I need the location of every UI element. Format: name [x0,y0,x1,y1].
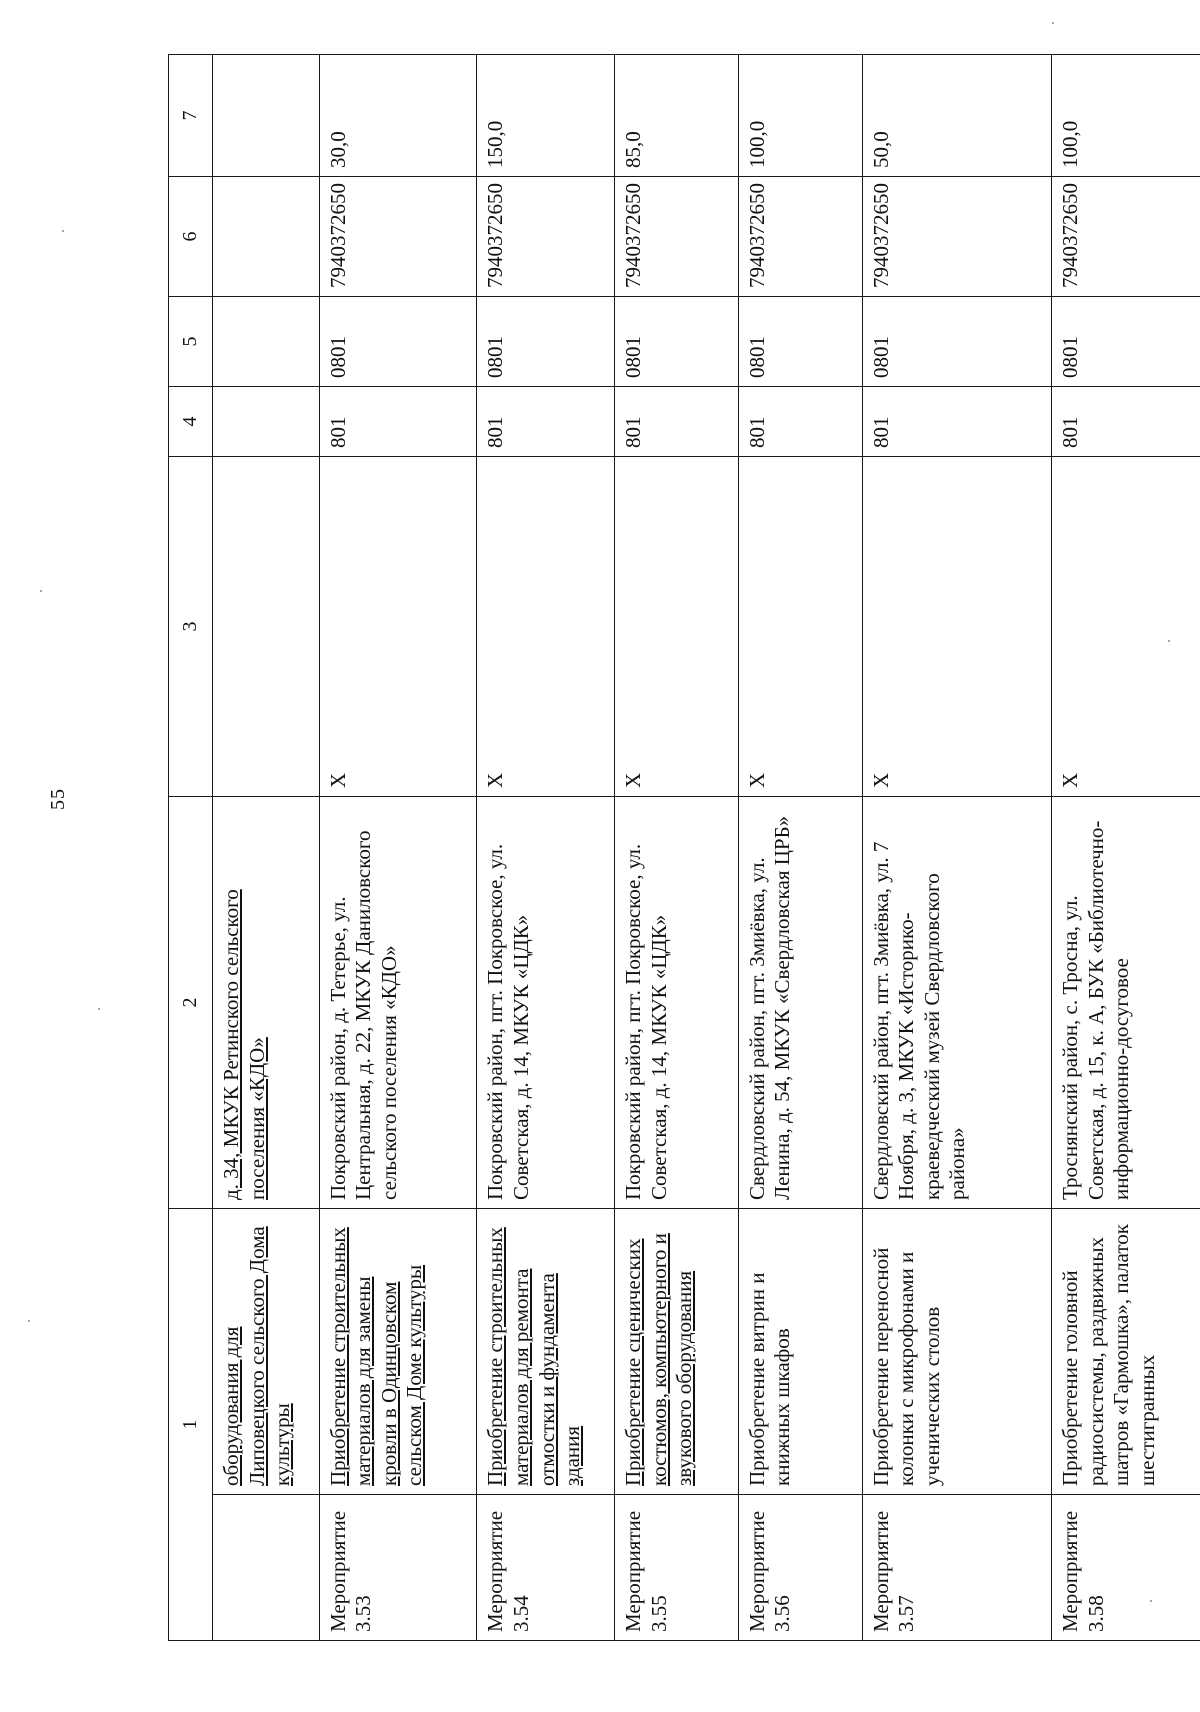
cell-code-6: 7940372650 [738,177,862,297]
scan-speck [1150,1600,1152,1602]
cell-mark: X [319,457,477,797]
event-number: Мероприятие 3.53 [319,1495,477,1641]
event-number: Мероприятие 3.57 [862,1495,1051,1641]
col-header-2: 2 [169,797,213,1209]
event-address: Покровский район, пгт. Покровское, ул. Советская, д. 14, МКУК «ЦДК» [477,797,615,1209]
col-header-4: 4 [169,387,213,457]
cell-amount: 50,0 [862,55,1051,177]
cell-code-6: 7940372650 [319,177,477,297]
cell-mark: X [477,457,615,797]
cell-code-5: 0801 [319,297,477,387]
scan-speck [62,230,64,232]
event-number: Мероприятие 3.58 [1052,1495,1200,1641]
cell-mark: X [615,457,739,797]
event-address: Свердловский район, пгт. Змиёвка, ул. 7 Ноября, д. 3, МКУК «Историко-краеведческий музей Свердловского района» [862,797,1051,1209]
table-row [213,55,320,1641]
table-row [862,55,1051,1641]
cell-code-5: 0801 [1052,297,1200,387]
cell-code-4: 801 [738,387,862,457]
event-description: Приобретение строительных материалов для ремонта отмостки и фундамента здания [477,1209,615,1495]
event-description: Приобретение головной радиосистемы, раздвижных шатров «Гармошка», палаток шестигранных [1052,1209,1200,1495]
cell-code-4: 801 [615,387,739,457]
event-address: Свердловский район, пгт. Змиёвка, ул. Ленина, д. 54, МКУК «Свердловская ЦРБ» [738,797,862,1209]
cell-amount: 30,0 [319,55,477,177]
col-header-7: 7 [169,55,213,177]
cell-mark: X [738,457,862,797]
event-number [213,1495,320,1641]
col-header-3: 3 [169,457,213,797]
table-row [477,55,615,1641]
cell-code-6: 7940372650 [477,177,615,297]
cell-code-4: 801 [319,387,477,457]
event-description: Приобретение витрин и книжных шкафов [738,1209,862,1495]
budget-table [168,54,1200,1641]
cell-code-6: 7940372650 [862,177,1051,297]
cell-mark [213,457,320,797]
table-row [319,55,477,1641]
cell-code-4: 801 [862,387,1051,457]
scan-speck [1052,22,1054,24]
page-number: 55 [47,788,69,810]
col-header-5: 5 [169,297,213,387]
cell-code-5: 0801 [615,297,739,387]
event-address: д. 34, МКУК Ретинского сельского поселения «КДО» [213,797,320,1209]
cell-code-4: 801 [1052,387,1200,457]
cell-code-4 [213,387,320,457]
event-description: Приобретение переносной колонки с микрофонами и ученических столов [862,1209,1051,1495]
col-header-1: 1 [169,1209,213,1641]
cell-amount: 100,0 [738,55,862,177]
event-number: Мероприятие 3.55 [615,1495,739,1641]
table-row [615,55,739,1641]
scan-speck [1168,640,1170,642]
cell-amount [213,55,320,177]
cell-code-6: 7940372650 [1052,177,1200,297]
rotated-table-frame [168,55,1200,1641]
cell-code-5: 0801 [862,297,1051,387]
cell-code-4: 801 [477,387,615,457]
cell-mark: X [862,457,1051,797]
event-description: Приобретение строительных материалов для замены кровли в Одинцовском сельском Доме культуры [319,1209,477,1495]
cell-amount: 100,0 [1052,55,1200,177]
event-number: Мероприятие 3.56 [738,1495,862,1641]
event-address: Троснянский район, с. Тросна, ул. Советская, д. 15, к. А, БУК «Библиотечно-информационно-досуговое [1052,797,1200,1209]
scan-speck [28,1320,30,1322]
cell-code-5 [213,297,320,387]
col-header-6: 6 [169,177,213,297]
event-number: Мероприятие 3.54 [477,1495,615,1641]
table-row [738,55,862,1641]
event-description: Приобретение сценических костюмов, компьютерного и звукового оборудования [615,1209,739,1495]
cell-code-6: 7940372650 [615,177,739,297]
cell-code-6 [213,177,320,297]
event-address: Покровский район, д. Тетерье, ул. Центральная, д. 22, МКУК Даниловского сельского поселения «КДО» [319,797,477,1209]
cell-code-5: 0801 [738,297,862,387]
cell-amount: 85,0 [615,55,739,177]
event-address: Покровский район, пгт. Покровское, ул. Советская, д. 14, МКУК «ЦДК» [615,797,739,1209]
event-description: оборудования для Липовецкого сельского Дома культуры [213,1209,320,1495]
cell-code-5: 0801 [477,297,615,387]
table-row [1052,55,1200,1641]
scan-speck [40,590,42,592]
scan-speck [98,1008,100,1010]
cell-mark: X [1052,457,1200,797]
header-row [169,55,213,1641]
cell-amount: 150,0 [477,55,615,177]
